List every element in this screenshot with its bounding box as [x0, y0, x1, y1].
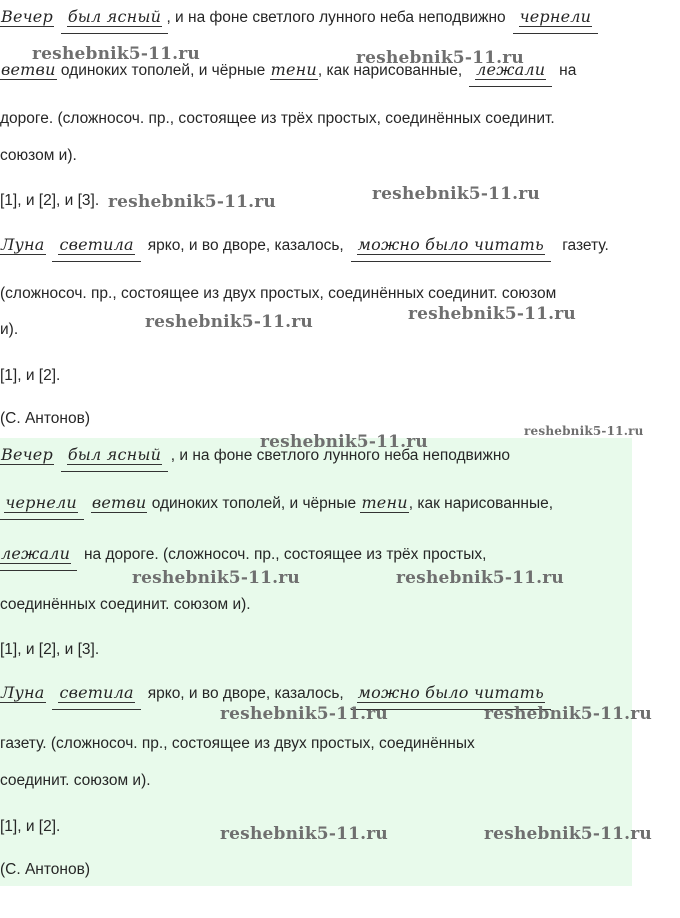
author-name: (С. Антонов)	[0, 410, 90, 427]
sentence-text: соединит. союзом и).	[0, 772, 151, 789]
watermark: reshebnik5-11.ru	[372, 184, 540, 204]
sentence-text: ярко, и во дворе, казалось,	[147, 237, 344, 254]
subject-word: Вечер	[1, 445, 53, 464]
sentence-text: союзом и).	[0, 147, 77, 164]
predicate-word: чернели	[519, 7, 592, 26]
watermark: reshebnik5-11.ru	[524, 424, 644, 438]
predicate-word: можно было читать	[357, 683, 544, 702]
sentence-text: дороге. (сложносоч. пр., состоящее из трёх простых, соединённых соединит.	[0, 110, 555, 127]
sentence1-line4	[0, 146, 77, 166]
scheme-text	[0, 366, 60, 386]
sentence-text: одиноких тополей, и чёрные	[60, 62, 266, 79]
subject-word: ветви	[1, 60, 56, 79]
subject-word: Вечер	[1, 7, 53, 26]
sentence-text: на	[559, 62, 577, 79]
sentence-text: ярко, и во дворе, казалось,	[147, 685, 344, 702]
sentence-text: газету. (сложносоч. пр., состоящее из двух простых, соединённых	[0, 735, 475, 752]
subject-word: тени	[270, 60, 317, 79]
sentence-text: газету.	[562, 237, 609, 254]
sentence-text: (сложносоч. пр., состоящее из двух простых, соединённых соединит. союзом	[0, 285, 557, 302]
sentence2-line1	[0, 684, 545, 704]
watermark: reshebnik5-11.ru	[484, 824, 652, 844]
scheme-text	[0, 640, 99, 660]
sentence1-line4	[0, 595, 251, 615]
sentence1-line1	[0, 446, 510, 466]
predicate-word: чернели	[5, 493, 77, 512]
watermark: reshebnik5-11.ru	[408, 304, 576, 324]
subject-word: Луна	[1, 683, 45, 702]
scheme: [1], и [2], и [3].	[0, 641, 100, 658]
sentence-text: , и на фоне светлого лунного неба неподвижно	[170, 447, 510, 464]
watermark: reshebnik5-11.ru	[108, 192, 276, 212]
sentence-text: , как нарисованные,	[317, 62, 463, 79]
sentence-text: , как нарисованные,	[408, 495, 554, 512]
sentence-text: , и на фоне светлого лунного неба неподвижно	[166, 9, 506, 26]
watermark: reshebnik5-11.ru	[220, 704, 388, 724]
sentence2-line3	[0, 771, 151, 791]
scheme: [1], и [2].	[0, 818, 61, 835]
sentence2-line1	[0, 236, 609, 256]
predicate-word: был ясный	[67, 7, 162, 26]
predicate-word: светила	[59, 235, 134, 254]
watermark: reshebnik5-11.ru	[396, 568, 564, 588]
watermark: reshebnik5-11.ru	[132, 568, 300, 588]
sentence-text: одиноких тополей, и чёрные	[151, 495, 357, 512]
predicate-word: был ясный	[67, 445, 162, 464]
author	[0, 409, 90, 429]
sentence1-line1	[0, 8, 592, 28]
predicate-word: можно было читать	[357, 235, 544, 254]
predicate-word: лежали	[1, 544, 71, 563]
watermark: reshebnik5-11.ru	[32, 44, 200, 64]
watermark: reshebnik5-11.ru	[145, 312, 313, 332]
sentence2-line2	[0, 284, 556, 304]
sentence-text: соединённых соединит. союзом и).	[0, 596, 251, 613]
author	[0, 860, 90, 880]
scheme-text	[0, 817, 60, 837]
scheme: [1], и [2].	[0, 367, 61, 384]
subject-word: тени	[361, 493, 408, 512]
scheme-text	[0, 191, 99, 211]
sentence-text: на дороге. (сложносоч. пр., состоящее из трёх простых,	[84, 546, 487, 563]
scheme: [1], и [2], и [3].	[0, 192, 100, 209]
sentence1-line2	[0, 494, 553, 514]
watermark: reshebnik5-11.ru	[220, 824, 388, 844]
sentence1-line3	[0, 545, 486, 565]
subject-word: ветви	[91, 493, 147, 512]
watermark: reshebnik5-11.ru	[260, 432, 428, 452]
answer-block-2	[0, 438, 632, 886]
watermark: reshebnik5-11.ru	[356, 48, 524, 68]
author-name: (С. Антонов)	[0, 861, 90, 878]
sentence2-line2	[0, 734, 475, 754]
predicate-word: лежали	[476, 60, 546, 79]
predicate-word: светила	[59, 683, 134, 702]
watermark: reshebnik5-11.ru	[484, 704, 652, 724]
subject-word: Луна	[1, 235, 45, 254]
answer-block-1	[0, 0, 660, 438]
sentence2-line3	[0, 320, 18, 340]
sentence1-line3	[0, 109, 555, 129]
sentence-text: и).	[0, 321, 19, 338]
